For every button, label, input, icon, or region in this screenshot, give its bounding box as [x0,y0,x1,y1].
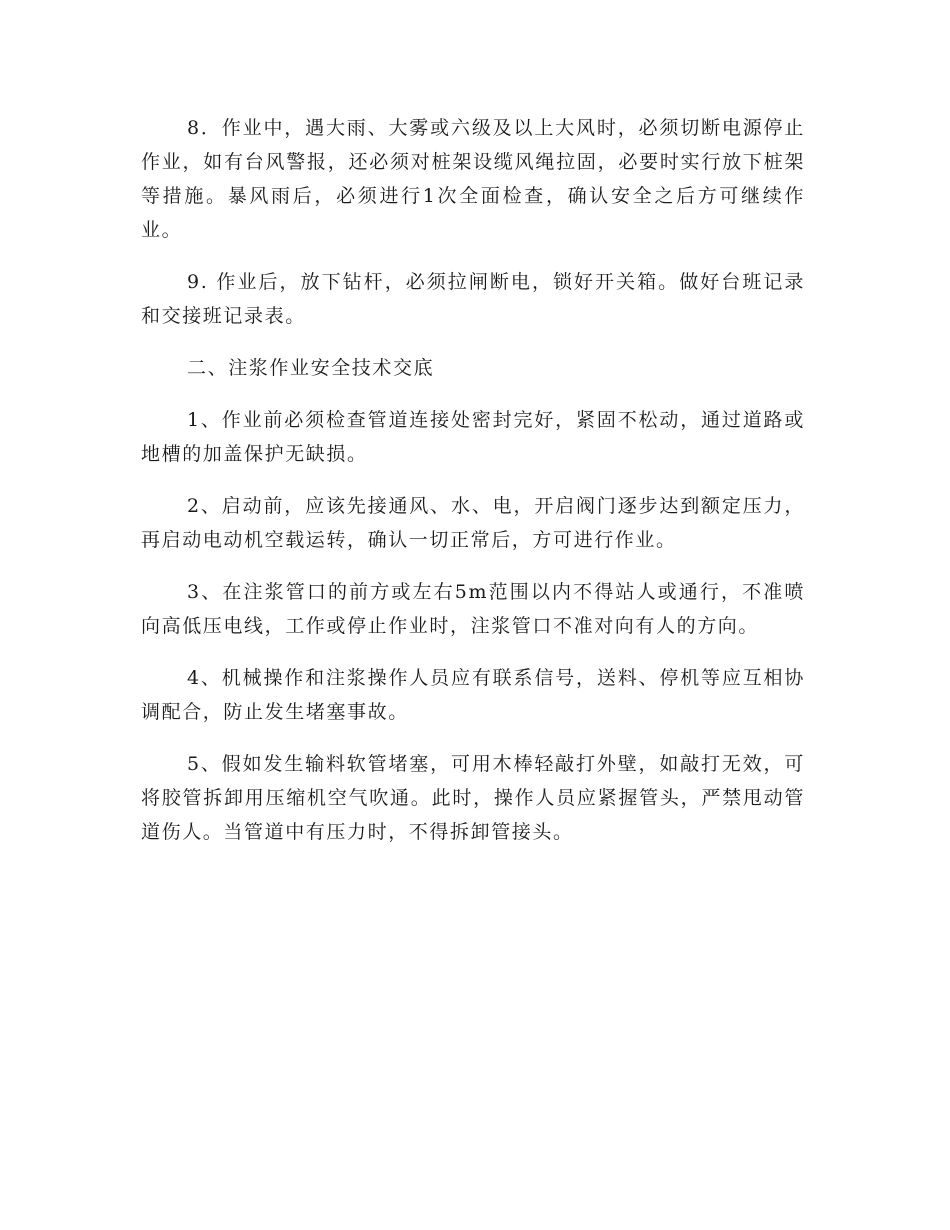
document-body [141,111,805,867]
grouting-item-1: 1、作业前必须检查管道连接处密封完好，紧固不松动，通过道路或地槽的加盖保护无缺损。 [141,409,805,465]
paragraph-item-9: 9. 作业后，放下钻杆，必须拉闸断电，锁好开关箱。做好台班记录和交接班记录表。 [141,271,805,327]
section-heading: 二、注浆作业安全技术交底 [187,357,435,379]
grouting-item-4: 4、机械操作和注浆操作人员应有联系信号，送料、停机等应互相协调配合，防止发生堵塞事故。 [141,667,805,723]
grouting-item-2: 2、启动前，应该先接通风、水、电，开启阀门逐步达到额定压力，再启动电动机空载运转，确认一切正常后，方可进行作业。 [141,495,805,551]
grouting-item-5: 5、假如发生输料软管堵塞，可用木棒轻敲打外壁，如敲打无效，可将胶管拆卸用压缩机空气吹通。此时，操作人员应紧握管头，严禁甩动管道伤人。当管道中有压力时，不得拆卸管接头。 [141,753,805,843]
grouting-item-3: 3、在注浆管口的前方或左右5m范围以内不得站人或通行，不准喷向高低压电线，工作或停止作业时，注浆管口不准对向有人的方向。 [141,581,805,637]
paragraph-item-8: 8．作业中，遇大雨、大雾或六级及以上大风时，必须切断电源停止作业，如有台风警报，还必须对桩架设缆风绳拉固，必要时实行放下桩架等措施。暴风雨后，必须进行1次全面检查，确认安全之后方可继续作业。 [141,117,805,241]
